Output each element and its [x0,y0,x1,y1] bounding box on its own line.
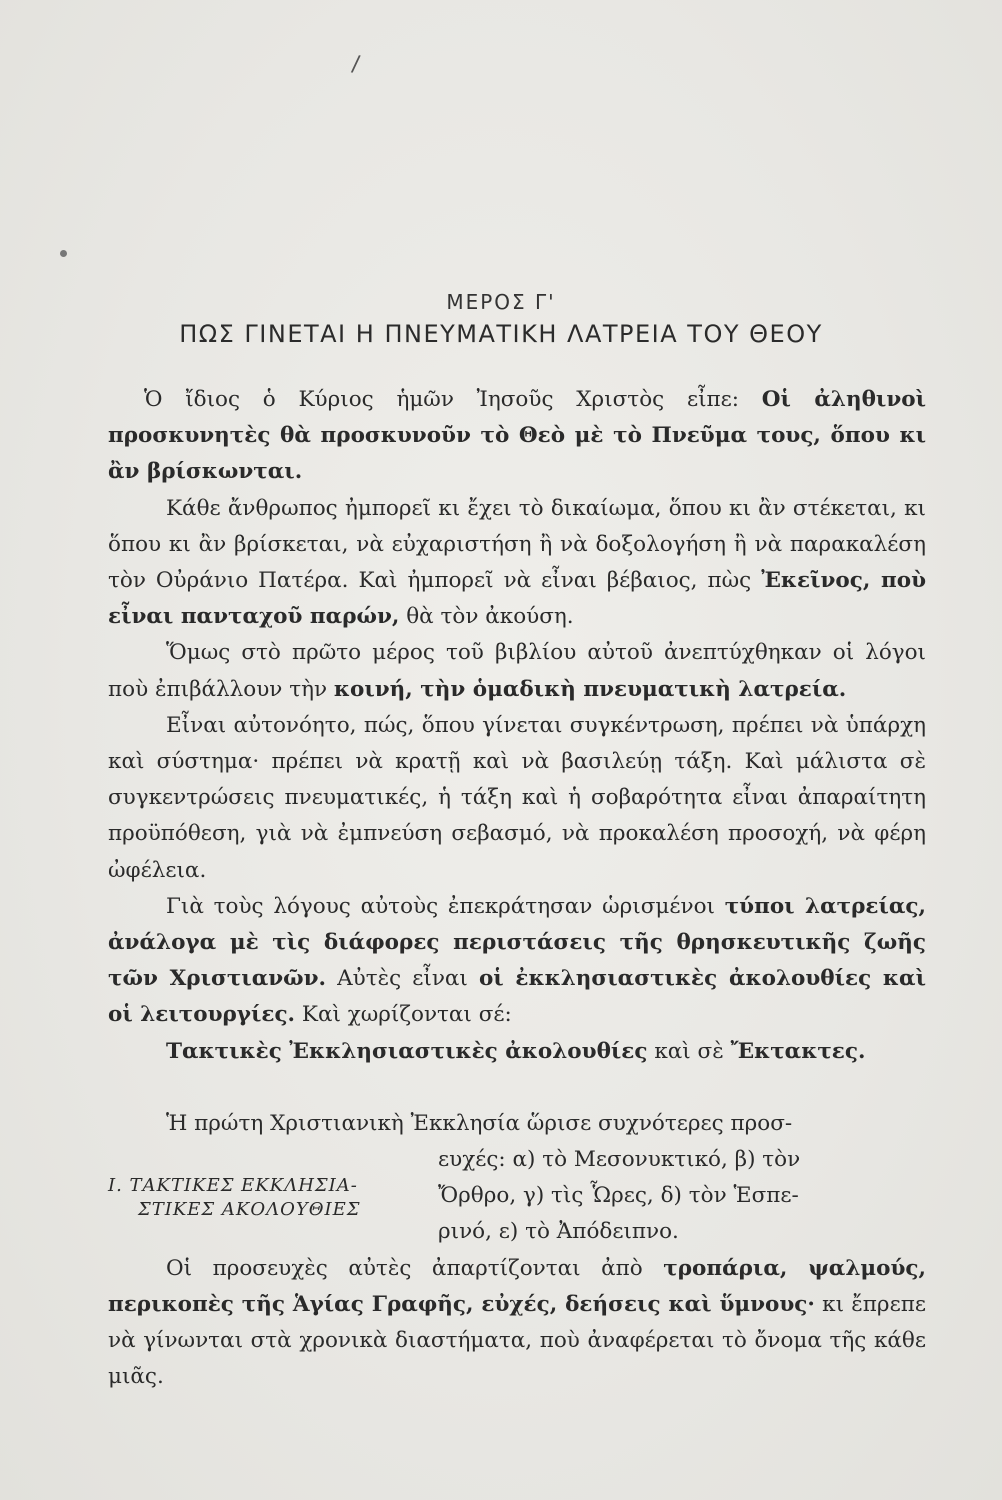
chapter-title: ΠΩΣ ΓΙΝΕΤΑΙ Η ΠΝΕΥΜΑΤΙΚΗ ΛΑΤΡΕΙΑ ΤΟΥ ΘΕΟΥ [179,320,823,348]
paragraph-1-quote: Οἱ ἀληθινοὶ προσκυνητὲς θὰ προσκυνοῦν τὸ Θεὸ μὲ τὸ Πνεῦμα τους, ὅπου κι ἂν βρίσκωνται. [108,387,927,485]
paragraph-5-emphasis-1: τύποι λατρείας, ἀνάλογα μὲ τὶς διάφορες περιστάσεις τῆς θρησκευτικῆς ζωῆς τῶν Χριστιανῶν. [108,893,926,992]
paragraph-7: Ἡ πρώτη Χριστιανικὴ Ἐκκλησία ὥρισε συχνότερες προσ- [166,1110,793,1136]
paragraph-6 [108,1034,926,1070]
paragraph-6-special: Ἔκτακτες. [730,1038,866,1064]
part-label: ΜΕΡΟΣ Γ' [446,290,556,314]
paragraph-6-mid: καὶ σὲ [647,1038,731,1064]
ink-mark-icon: / [350,51,362,78]
section-spacer [108,1070,926,1106]
paragraph-3-text: Ὅμως στὸ πρῶτο μέρος τοῦ βιβλίου αὐτοῦ ἀνεπτύχθηκαν οἱ λόγοι ποὺ ἐπιβάλλουν τὴν [108,640,926,702]
section-side-heading [108,1170,438,1222]
paragraph-5 [108,889,926,1034]
section-side-heading-line-1: Ι. ΤΑΚΤΙΚΕΣ ΕΚΚΛΗΣΙΑ- [108,1175,358,1197]
paragraph-2 [108,491,926,636]
paragraph-1-intro: Ὁ ἴδιος ὁ Κύριος ἡμῶν Ἰησοῦς Χριστὸς εἶπε: [144,387,762,412]
paragraph-3-emphasis: κοινή, τὴν ὁμαδικὴ πνευματικὴ λατρεία. [333,676,847,702]
paragraph-5-text: Γιὰ τοὺς λόγους αὐτοὺς ἐπεκράτησαν ὡρισμένοι [166,893,725,919]
paragraph-5-emphasis-2: οἱ ἐκκλησιαστικὲς ἀκολουθίες καὶ οἱ λειτουργίες. [108,966,926,1028]
paragraph-6-regular: Τακτικὲς Ἐκκλησιαστικὲς ἀκολουθίες [166,1038,648,1064]
ink-dot-icon [60,250,67,257]
paragraph-3 [108,635,926,707]
section-text [438,1142,926,1251]
paragraph-2-emphasis: Ἐκεῖνος, ποὺ εἶναι πανταχοῦ παρών, [108,568,926,630]
paragraph-2-end: θὰ τὸν ἀκούση. [399,604,574,630]
section-text-line-2: Ὄρθρο, γ) τὶς Ὧρες, δ) τὸν Ἑσπε- [438,1183,799,1209]
body-text [108,382,926,1395]
paragraph-4: Εἶναι αὐτονόητο, πώς, ὅπου γίνεται συγκέντρωση, πρέπει νὰ ὑπάρχη καὶ σύστημα· πρέπει νὰ κρατῇ καὶ νὰ βασιλεύῃ τάξη. Καὶ μάλιστα σὲ συγκεντρώσεις πνευματικές, ἡ τάξη καὶ ἡ σοβαρότητα εἶναι ἀπαραίτητη προϋπόθεση, γιὰ νὰ ἐμπνεύση σεβασμό, νὰ προκαλέση προσοχή, νὰ φέρη ὠφέλεια. [108,712,926,883]
paragraph-9-end: κι ἔπρεπε νὰ γίνωνται στὰ χρονικὰ διαστήματα, ποὺ ἀναφέρεται τὸ ὄνομα τῆς κάθε μιᾶς. [108,1291,926,1390]
paragraph-5-end: Καὶ χωρίζονται σέ: [295,1002,512,1028]
section-side-heading-line-2: ΣΤΙΚΕΣ ΑΚΟΛΟΥΘΙΕΣ [138,1199,361,1221]
paragraph-5-mid: Αὐτὲς εἶναι [326,966,479,992]
section-text-line-1: ευχές: α) τὸ Μεσονυκτικό, β) τὸν [438,1147,801,1173]
paragraph-9-emphasis: τροπάρια, ψαλμούς, περικοπὲς τῆς Ἁγίας Γραφῆς, εὐχές, δεήσεις καὶ ὕμνους· [108,1255,926,1317]
paragraph-9 [108,1251,926,1396]
paragraph-9-text: Οἱ προσευχὲς αὐτὲς ἀπαρτίζονται ἀπὸ [166,1255,664,1281]
section-text-line-3: ρινό, ε) τὸ Ἀπόδειπνο. [438,1219,679,1245]
paragraph-2-text: Κάθε ἄνθρωπος ἠμπορεῖ κι ἔχει τὸ δικαίωμα, ὅπου κι ἂν στέκεται, κι ὅπου κι ἂν βρίσκεται, νὰ εὐχαριστήση ἢ νὰ δοξολογήση ἢ νὰ παρακαλέση τὸν Οὐράνιο Πατέρα. Καὶ ἠμπορεῖ νὰ εἶναι βέβαιος, πὼς [108,495,926,594]
section-heading-block [108,1142,926,1251]
paragraph-1 [108,382,926,491]
